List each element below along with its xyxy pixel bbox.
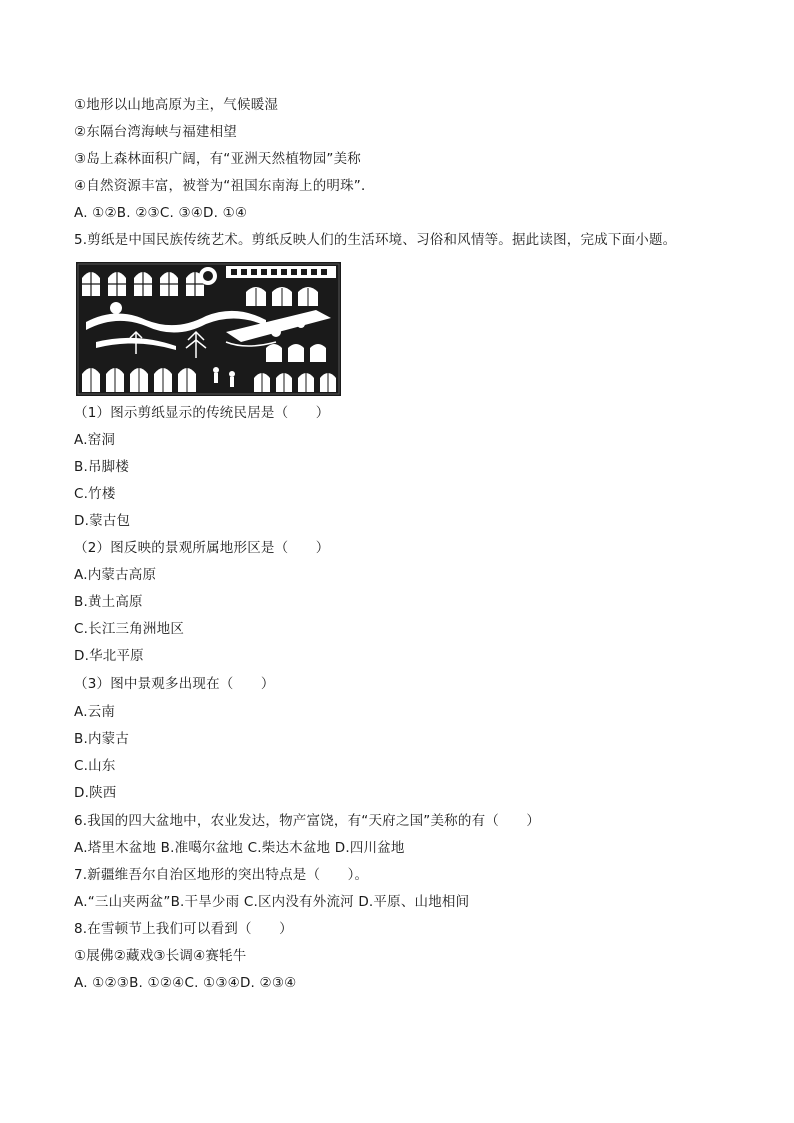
- answer-choices-q4: A. ①②B. ②③C. ③④D. ①④: [74, 205, 248, 221]
- choice-1a: A.窑洞: [74, 432, 116, 448]
- choice-3a: A.云南: [74, 704, 116, 720]
- choice-2b: B.黄土高原: [74, 594, 143, 610]
- choice-3b: B.内蒙古: [74, 731, 130, 747]
- option-statement-3: ③岛上森林面积广阔，有“亚洲天然植物园”美称: [74, 151, 361, 167]
- papercut-image: [76, 262, 341, 396]
- option-statement-2: ②东隔台湾海峡与福建相望: [74, 124, 238, 140]
- subquestion-1-stem: （1）图示剪纸显示的传统民居是（ ）: [74, 405, 330, 421]
- subquestion-2-stem: （2）图反映的景观所属地形区是（ ）: [74, 540, 330, 556]
- choice-2a: A.内蒙古高原: [74, 567, 157, 583]
- choice-2d: D.华北平原: [74, 648, 144, 664]
- question-7-stem: 7.新疆维吾尔自治区地形的突出特点是（ ）。: [74, 867, 369, 883]
- choice-1c: C.竹楼: [74, 486, 116, 502]
- choice-2c: C.长江三角洲地区: [74, 621, 185, 637]
- question-6-choices: A.塔里木盆地 B.准噶尔盆地 C.柴达木盆地 D.四川盆地: [74, 840, 405, 856]
- subquestion-3-stem: （3）图中景观多出现在（ ）: [74, 676, 275, 692]
- choice-3c: C.山东: [74, 758, 116, 774]
- choice-1b: B.吊脚楼: [74, 459, 130, 475]
- option-statement-1: ①地形以山地高原为主，气候暖湿: [74, 97, 279, 113]
- choice-3d: D.陕西: [74, 785, 117, 801]
- question-8-options: ①展佛②藏戏③长调④赛牦牛: [74, 948, 247, 964]
- question-6-stem: 6.我国的四大盆地中，农业发达，物产富饶，有“天府之国”美称的有（ ）: [74, 813, 541, 829]
- question-8-choices: A. ①②③B. ①②④C. ①③④D. ②③④: [74, 975, 297, 991]
- option-statement-4: ④自然资源丰富，被誉为“祖国东南海上的明珠”．: [74, 178, 375, 194]
- question-7-choices: A.“三山夹两盆”B.干旱少雨 C.区内没有外流河 D.平原、山地相间: [74, 894, 470, 910]
- question-5-stem: 5.剪纸是中国民族传统艺术。剪纸反映人们的生活环境、习俗和风情等。据此读图，完成下面小题。: [74, 232, 677, 248]
- question-8-stem: 8.在雪顿节上我们可以看到（ ）: [74, 921, 293, 937]
- choice-1d: D.蒙古包: [74, 513, 131, 529]
